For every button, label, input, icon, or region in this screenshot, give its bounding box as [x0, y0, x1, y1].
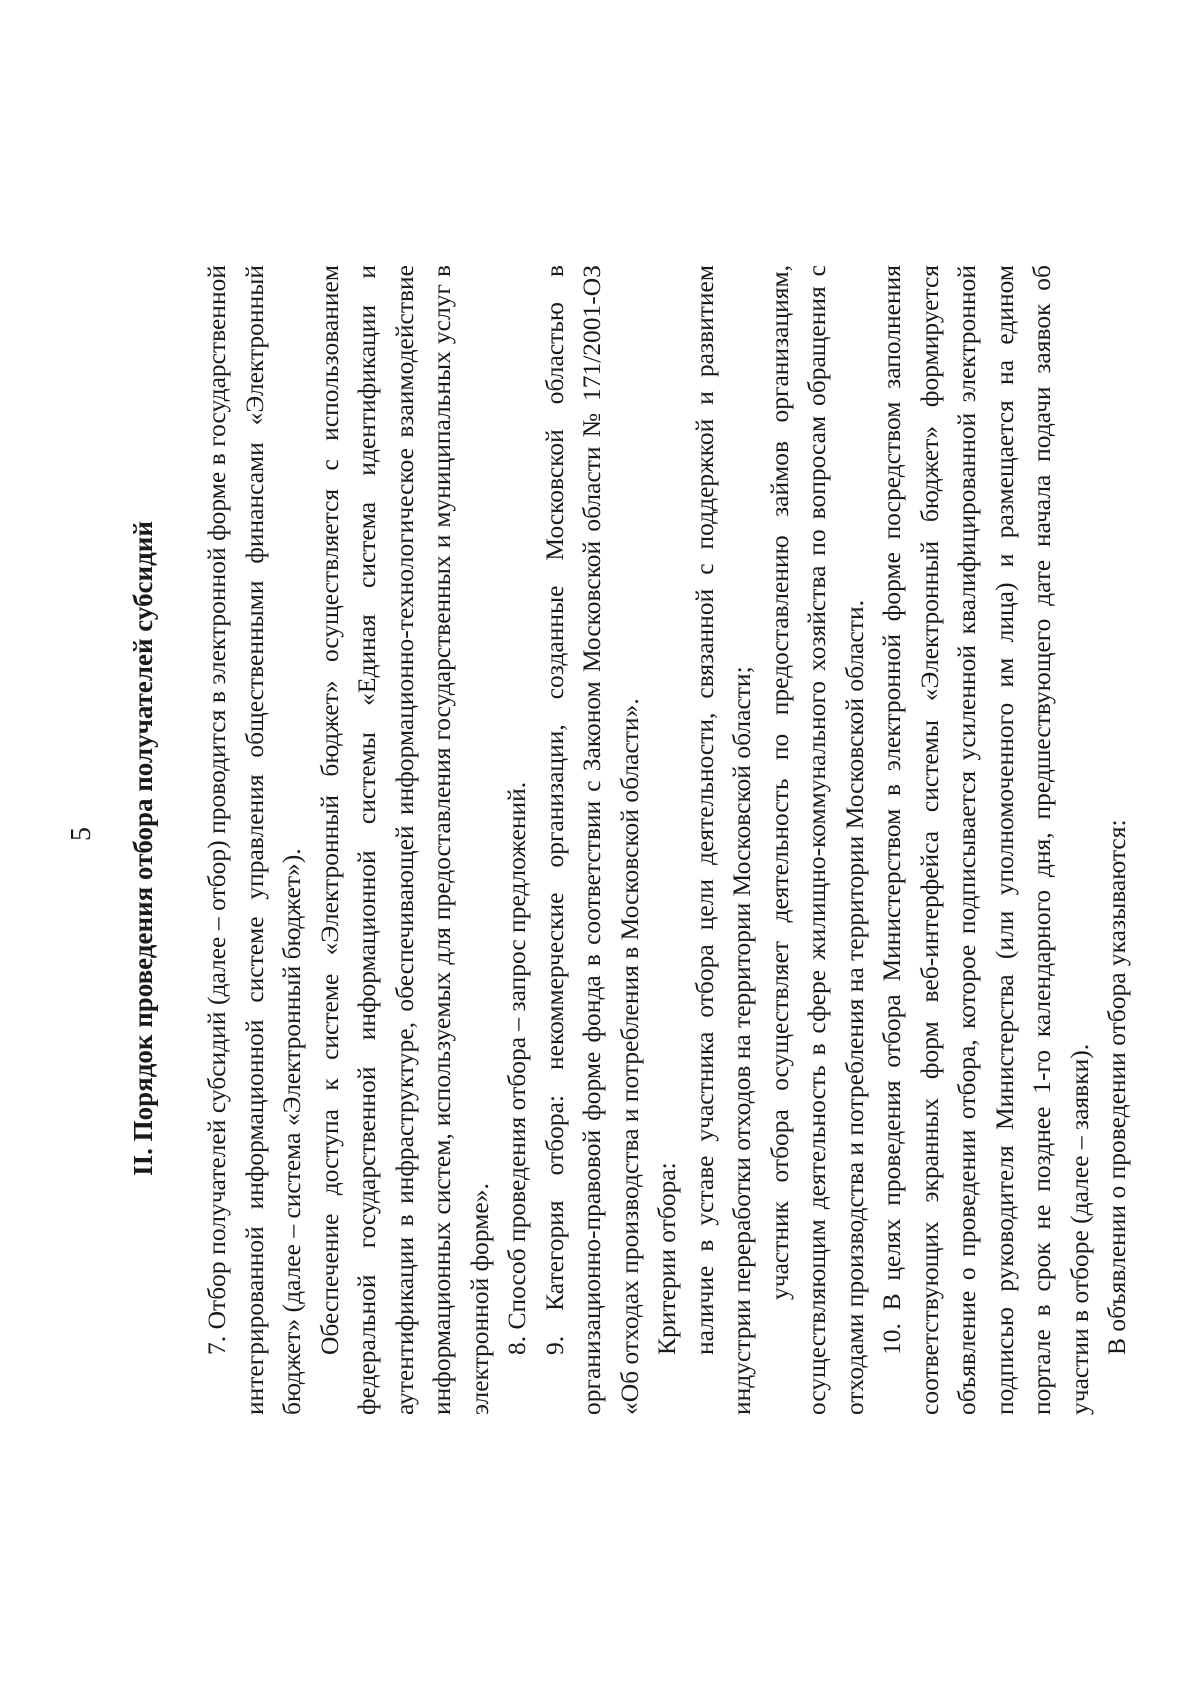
paragraph-criteria-1: наличие в уставе участника отбора цели деятельности, связанной с поддержкой и развитием индустрии переработки отходов на территории Московской области;: [689, 265, 756, 1415]
paragraph-access: Обеспечение доступа к системе «Электронный бюджет» осуществляется с использованием федеральной государственной информационной системы «Единая система идентификации и аутентификации в инфраструктуре, обеспечивающей информационно-технологическое взаимодействие информационных систем, используемых для предоставления государственных и муниципальных услуг в электронной форме».: [314, 265, 494, 1415]
paragraph-announcement: В объявлении о проведении отбора указываются:: [1102, 819, 1131, 1355]
paragraph-10: 10. В целях проведения отбора Министерством в электронной форме посредством заполнения соответствующих экранных форм веб-интерфейса системы «Электронный бюджет» формируется объявление о проведении отбора, которое подписывается усиленной квалифицированной электронной подписью руководителя Министерства (или уполномоченного им лица) и размещается на едином портале в срок не позднее 1-го календарного дня, предшествующего дате начала подачи заявок об участии в отборе (далее – заявки).: [877, 265, 1094, 1415]
document-body: [198, 265, 1136, 1415]
paragraph-9: 9. Категория отбора: некоммерческие организации, созданные Московской областью в организационно-правовой форме фонда в соответствии с Законом Московской области № 171/2001-ОЗ «Об отходах производства и потребления в Московской области».: [539, 265, 644, 1415]
section-title: II. Порядок проведения отбора получателей субсидий: [128, 521, 158, 1176]
paragraph-criteria-heading: Критерии отбора:: [652, 1162, 681, 1355]
paragraph-criteria-2: участник отбора осуществляет деятельность по предоставлению займов организациям, осуществляющим деятельность в сфере жилищно-коммунального хозяйства по вопросам обращения с отходами производства и потребления на территории Московской области.: [764, 265, 869, 1415]
paragraph-8: 8. Способ проведения отбора – запрос предложений.: [502, 781, 531, 1355]
paragraph-7: 7. Отбор получателей субсидий (далее – отбор) проводится в электронной форме в государственной интегрированной информационной системе управления общественными финансами «Электронный бюджет» (далее – система «Электронный бюджет»).: [202, 265, 306, 1415]
page-number: 5: [66, 827, 97, 841]
